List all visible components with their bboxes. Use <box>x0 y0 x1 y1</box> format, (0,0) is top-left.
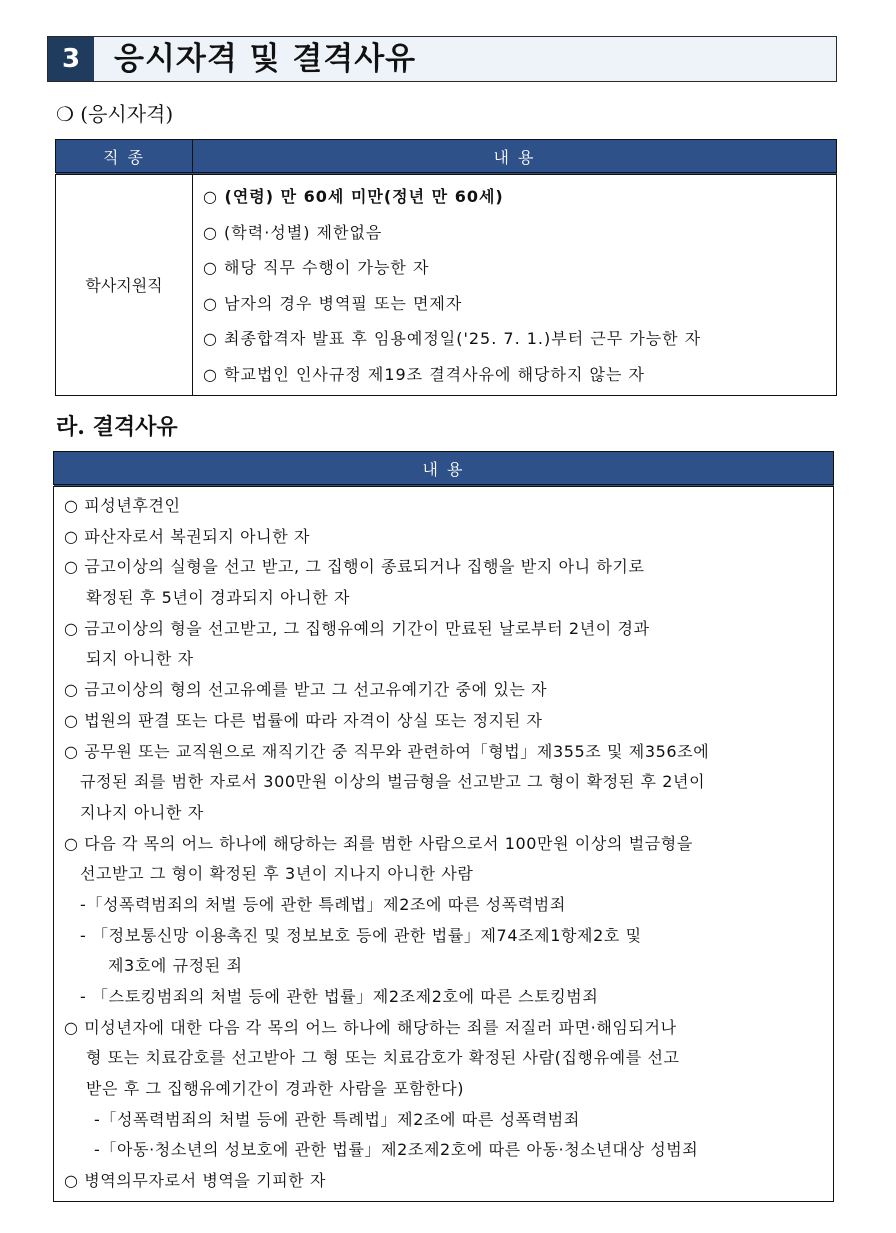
list-item-continuation: 확정된 후 5년이 경과되지 아니한 자 <box>86 588 350 608</box>
qualification-table <box>55 139 837 396</box>
disqualification-table <box>53 451 834 1202</box>
section-header <box>47 36 837 82</box>
sub-list-item: - 「정보통신망 이용촉진 및 정보보호 등에 관한 법률」제74조제1항제2호 및 <box>80 925 642 945</box>
content-header: 내 용 <box>54 452 834 486</box>
qualification-item: ○ 최종합격자 발표 후 임용예정일('25. 7. 1.)부터 근무 가능한 자 <box>203 329 702 349</box>
qualification-item: ○ (학력·성별) 제한없음 <box>203 222 383 242</box>
list-item-continuation: 지나지 아니한 자 <box>80 802 204 822</box>
list-item: ○ 파산자로서 복권되지 아니한 자 <box>64 526 311 546</box>
qualification-item: ○ 남자의 경우 병역필 또는 면제자 <box>203 293 463 313</box>
sub-list-item: -「아동·청소년의 성보호에 관한 법률」제2조제2호에 따른 아동·청소년대상 성범죄 <box>94 1140 699 1160</box>
section-title: 응시자격 및 결격사유 <box>114 41 417 77</box>
content-header: 내 용 <box>193 140 837 174</box>
job-header: 직 종 <box>56 140 193 174</box>
list-item: ○ 법원의 판결 또는 다른 법률에 따라 자격이 상실 또는 정지된 자 <box>64 710 543 730</box>
qualification-heading: ❍ (응시자격) <box>56 102 174 126</box>
list-item-continuation: 형 또는 치료감호를 선고받아 그 형 또는 치료감호가 확정된 사람(집행유예를 선고 <box>86 1048 680 1068</box>
list-item: ○ 공무원 또는 교직원으로 재직기간 중 직무와 관련하여「형법」제355조 및 제356조에 <box>64 741 710 761</box>
qualification-item: ○ (연령) 만 60세 미만(정년 만 60세) <box>203 187 504 206</box>
qualification-list <box>193 174 837 396</box>
list-item: ○ 미성년자에 대한 다음 각 목의 어느 하나에 해당하는 죄를 저질러 파면·해임되거나 <box>64 1017 677 1037</box>
list-item: ○ 피성년후견인 <box>64 496 181 515</box>
sub-list-item-continuation: 제3호에 규정된 죄 <box>108 956 243 976</box>
list-item-continuation: 선고받고 그 형이 확정된 후 3년이 지나지 아니한 사람 <box>80 864 474 884</box>
disqualification-heading: 라. 결격사유 <box>56 414 178 440</box>
sub-list-item: - 「스토킹범죄의 처벌 등에 관한 법률」제2조제2호에 따른 스토킹범죄 <box>80 987 599 1006</box>
list-item: ○ 금고이상의 실형을 선고 받고, 그 집행이 종료되거나 집행을 받지 아니 하기로 <box>64 557 645 577</box>
list-item: ○ 금고이상의 형을 선고받고, 그 집행유예의 기간이 만료된 날로부터 2년이 경과 <box>64 618 650 638</box>
sub-list-item: -「성폭력범죄의 처벌 등에 관한 특례법」제2조에 따른 성폭력범죄 <box>94 1109 580 1129</box>
list-item: ○ 병역의무자로서 병역을 기피한 자 <box>64 1171 327 1191</box>
list-item-continuation: 규정된 죄를 범한 자로서 300만원 이상의 벌금형을 선고받고 그 형이 확정된 후 2년이 <box>80 772 706 792</box>
qualification-item: ○ 학교법인 인사규정 제19조 결격사유에 해당하지 않는 자 <box>203 364 645 384</box>
job-name: 학사지원직 <box>56 174 193 396</box>
list-item: ○ 다음 각 목의 어느 하나에 해당하는 죄를 범한 사람으로서 100만원 이상의 벌금형을 <box>64 833 693 853</box>
section-number: 3 <box>48 37 94 81</box>
list-item-continuation: 되지 아니한 자 <box>86 649 194 669</box>
disqualification-list <box>54 486 834 1202</box>
qualification-item: ○ 해당 직무 수행이 가능한 자 <box>203 258 430 278</box>
list-item: ○ 금고이상의 형의 선고유예를 받고 그 선고유예기간 중에 있는 자 <box>64 680 548 700</box>
list-item-continuation: 받은 후 그 집행유예기간이 경과한 사람을 포함한다) <box>86 1079 465 1099</box>
sub-list-item: -「성폭력범죄의 처벌 등에 관한 특례법」제2조에 따른 성폭력범죄 <box>80 894 566 914</box>
